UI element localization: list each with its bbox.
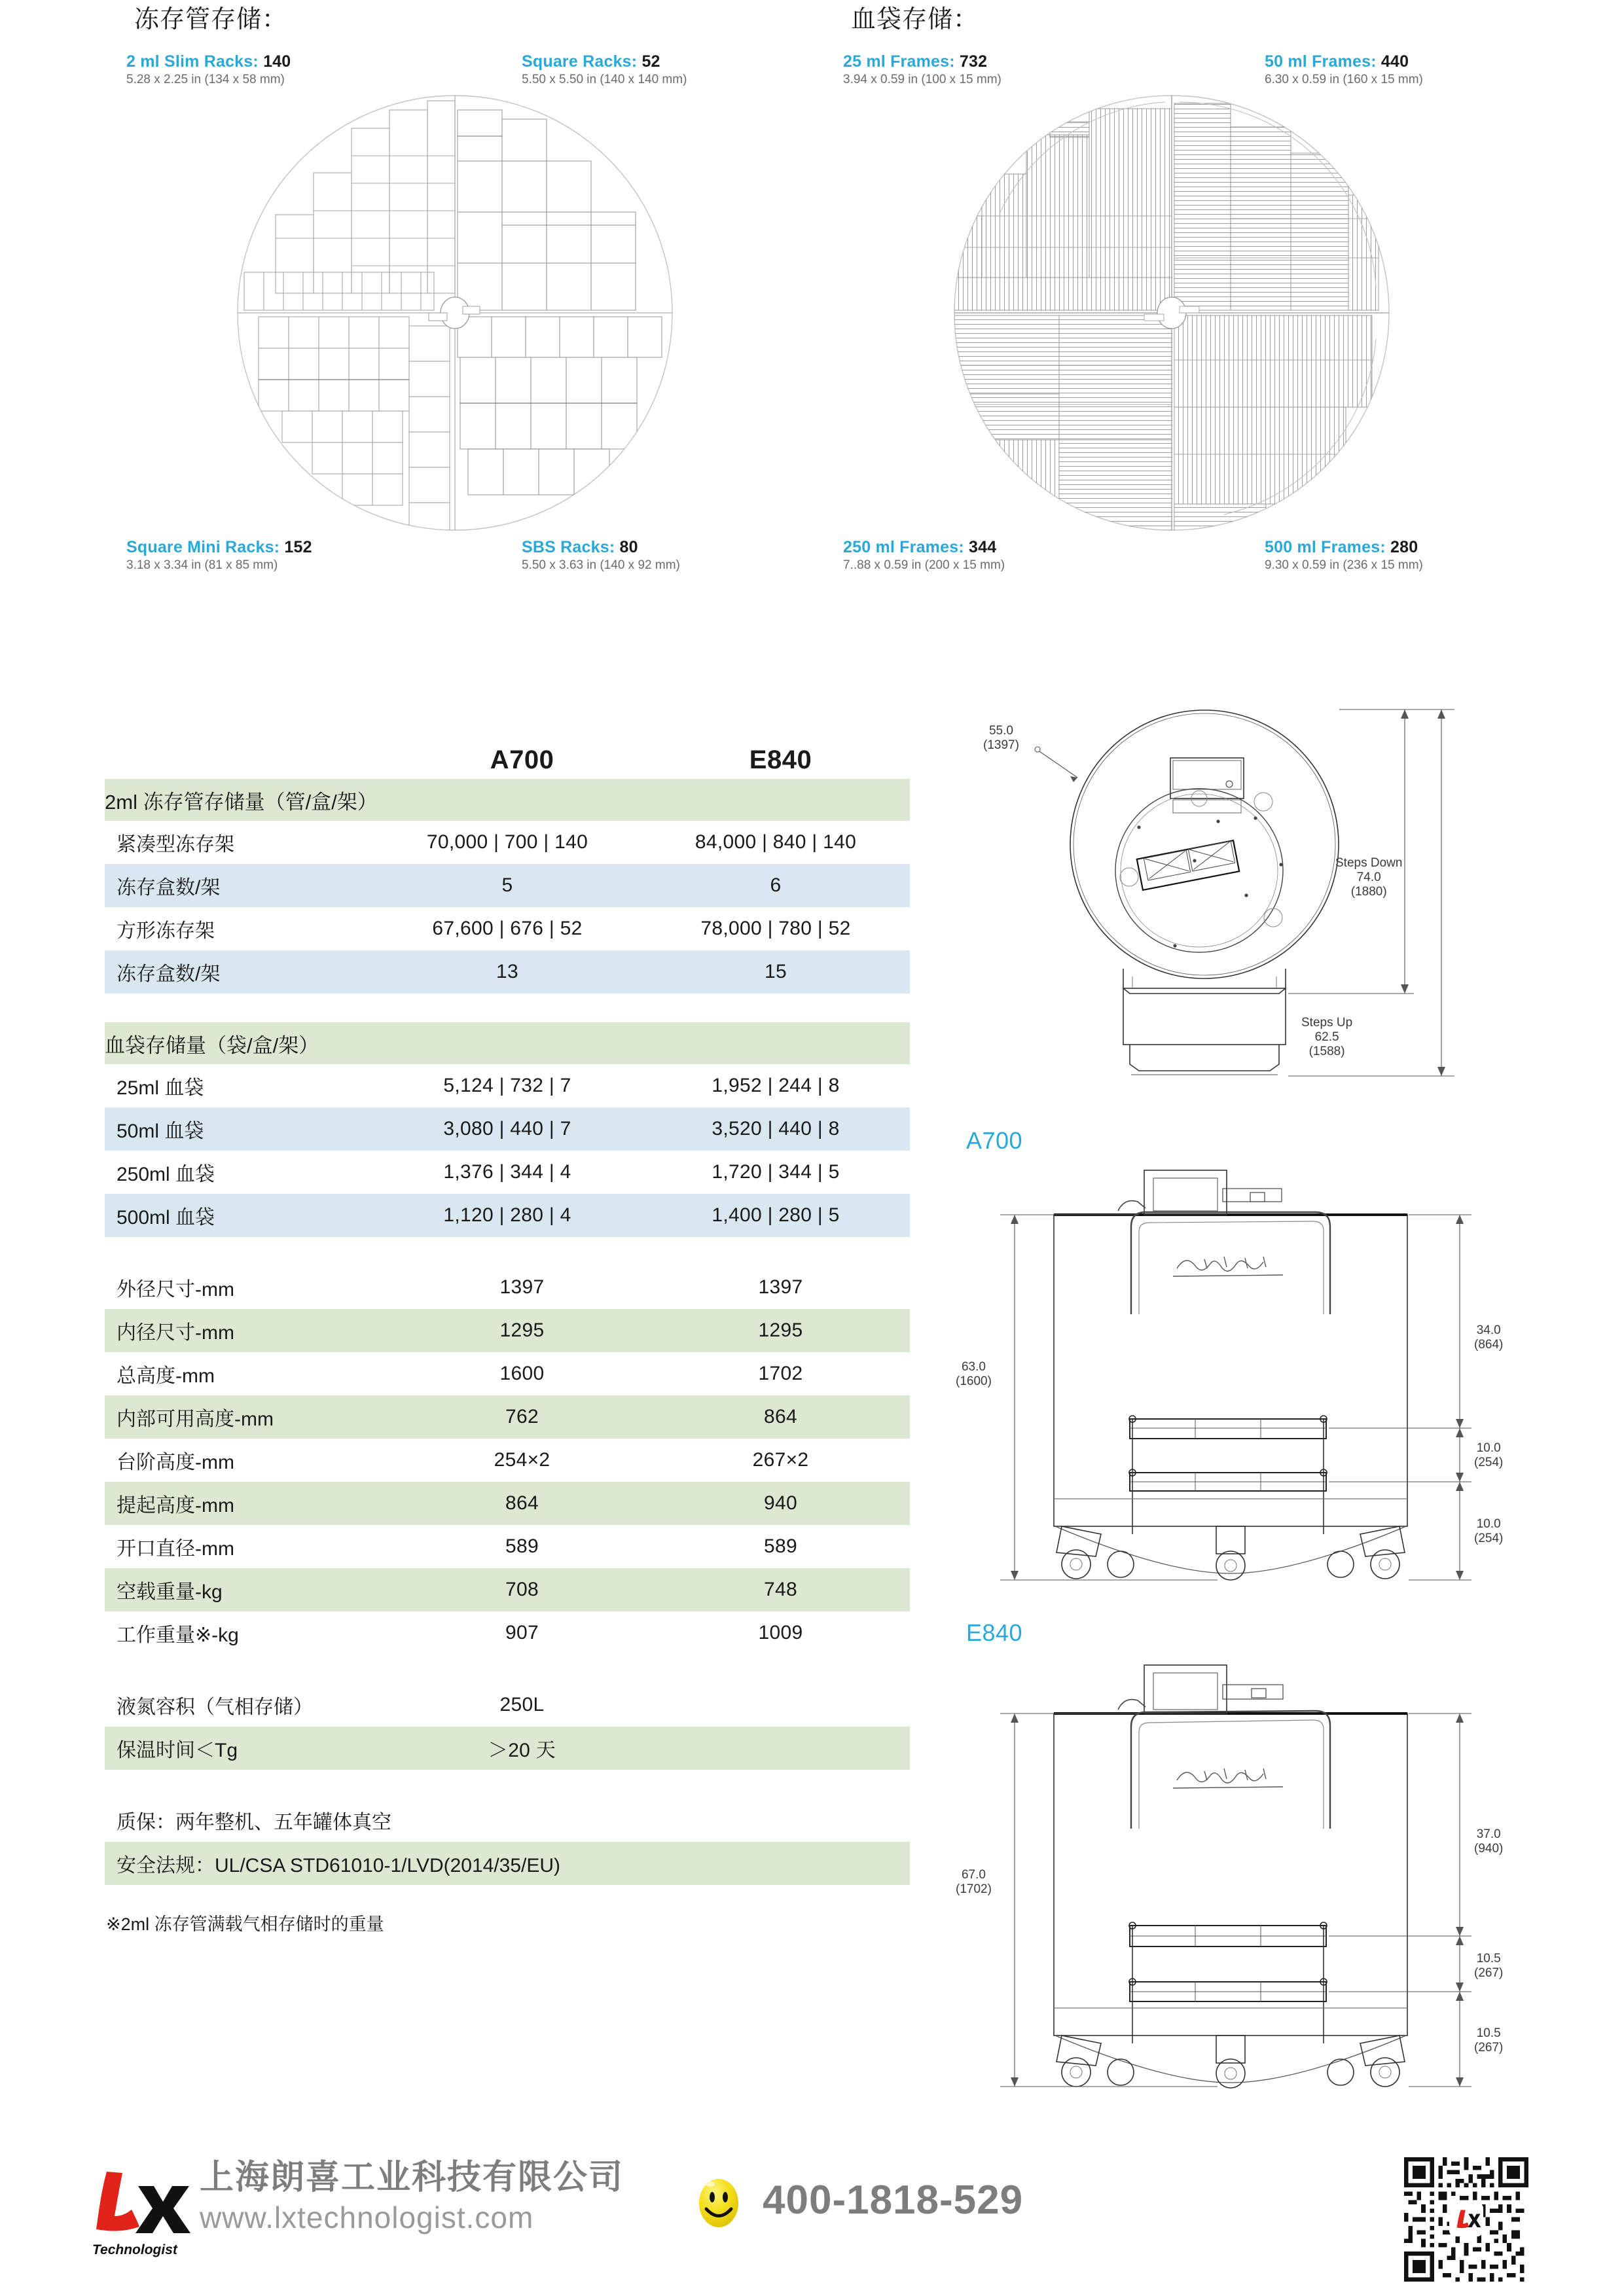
dim-a700-usable-height [1474, 1323, 1503, 1352]
table-row [105, 907, 910, 950]
label-count: 140 [263, 52, 291, 71]
model-header-row [105, 733, 910, 779]
table-spacer [105, 1237, 910, 1266]
dim-caption: Steps Down [1335, 856, 1403, 870]
row-value-a700: 589 [393, 1525, 651, 1568]
row-value-a700: 708 [393, 1568, 651, 1611]
table-spacer [105, 994, 910, 1022]
blood-bag-storage-diagram [838, 0, 1571, 628]
specification-table-section [105, 733, 910, 1935]
row-value-empty [651, 1683, 910, 1727]
technical-drawings-section [943, 681, 1597, 2090]
row-label: 500ml 血袋 [105, 1194, 373, 1237]
dim-value: 55.0 [988, 724, 1013, 738]
top-view-svg [943, 681, 1597, 1086]
label-title: 250 ml Frames: [843, 538, 964, 556]
dim-value-mm: (864) [1474, 1337, 1504, 1352]
dim-a700-step-upper [1474, 1441, 1503, 1470]
label-count: 152 [284, 538, 312, 556]
label-dims: 3.18 x 3.34 in (81 x 85 mm) [126, 558, 278, 572]
logo-x-stroke [135, 2186, 190, 2233]
e840-elevation-drawing [943, 1619, 1597, 2090]
table-row [105, 864, 910, 907]
row-value-a700: 907 [393, 1611, 651, 1655]
row-value: 250L [393, 1683, 651, 1727]
vial-storage-diagram [121, 0, 854, 628]
label-title: SBS Racks: [522, 538, 615, 556]
label-title: 25 ml Frames: [843, 52, 955, 71]
lx-logo [82, 2164, 209, 2262]
row-value-a700: 3,080 | 440 | 7 [373, 1107, 641, 1151]
table-group-header-blood-bag [105, 1022, 910, 1064]
row-label: 台阶高度-mm [105, 1439, 393, 1482]
row-value-a700: 1,376 | 344 | 4 [373, 1151, 641, 1194]
label-count: 732 [959, 52, 988, 71]
row-value-a700: 1295 [393, 1309, 651, 1352]
dim-a700-step-lower [1474, 1517, 1503, 1546]
row-value-e840: 748 [651, 1568, 910, 1611]
dim-value-mm: (1588) [1308, 1044, 1345, 1058]
table-row [105, 1309, 910, 1352]
row-label: 提起高度-mm [105, 1482, 393, 1525]
label-dims: 5.50 x 3.63 in (140 x 92 mm) [522, 558, 680, 572]
dim-a700-overall-height [956, 1360, 992, 1389]
safety-regulation-text: 安全法规：UL/CSA STD61010-1/LVD(2014/35/EU) [105, 1842, 910, 1885]
dim-value: 10.0 [1476, 1517, 1501, 1531]
row-value-e840: 84,000 | 840 | 140 [641, 821, 910, 864]
table-row [105, 1482, 910, 1525]
model-header-e840: E840 [749, 745, 812, 774]
row-value-a700: 67,600 | 676 | 52 [373, 907, 641, 950]
row-value-a700: 762 [393, 1395, 651, 1439]
row-label: 冻存盒数/架 [105, 864, 373, 907]
dim-value-mm: (1702) [956, 1882, 992, 1896]
row-value-e840: 6 [641, 864, 910, 907]
label-500ml-frames [1265, 538, 1423, 572]
company-name-cn: 上海朗喜工业科技有限公司 [200, 2159, 624, 2197]
warranty-text: 质保：两年整机、五年罐体真空 [105, 1799, 910, 1842]
row-value-e840: 3,520 | 440 | 8 [641, 1107, 910, 1151]
row-value-a700: 13 [373, 950, 641, 994]
ln2-capacity-table [105, 1683, 910, 1770]
row-value-e840: 15 [641, 950, 910, 994]
vial-storage-table [105, 779, 910, 994]
row-value-e840: 940 [651, 1482, 910, 1525]
label-title: Square Racks: [522, 52, 638, 71]
label-dims: 6.30 x 0.59 in (160 x 15 mm) [1265, 73, 1423, 86]
row-value-empty [651, 1727, 910, 1770]
row-label: 工作重量※-kg [105, 1611, 393, 1655]
group-title: 血袋存储量（袋/盒/架） [105, 1022, 910, 1064]
row-value-e840: 1397 [651, 1266, 910, 1309]
table-row [105, 821, 910, 864]
label-title: 2 ml Slim Racks: [126, 52, 259, 71]
label-dims: 5.50 x 5.50 in (140 x 140 mm) [522, 73, 687, 86]
row-label: 内部可用高度-mm [105, 1395, 393, 1439]
row-value-a700: 5 [373, 864, 641, 907]
top-view-drawing [943, 681, 1597, 1086]
blood-bag-diagram-canvas [838, 39, 1571, 628]
dimensions-table [105, 1266, 910, 1655]
dim-steps-up [1301, 1016, 1352, 1059]
row-value-e840: 1009 [651, 1611, 910, 1655]
row-label: 外径尺寸-mm [105, 1266, 393, 1309]
dim-outer-diameter [983, 724, 1019, 753]
label-square-racks [522, 52, 687, 86]
row-value-e840: 1,400 | 280 | 5 [641, 1194, 910, 1237]
dim-value: 10.5 [1476, 2026, 1501, 2040]
dim-value: 67.0 [961, 1868, 986, 1882]
table-row [105, 950, 910, 994]
dim-e840-usable-height [1474, 1827, 1503, 1856]
label-25ml-frames [843, 52, 1001, 86]
dim-value-mm: (1600) [956, 1374, 992, 1388]
a700-elevation-drawing [943, 1127, 1597, 1585]
dim-value: 62.5 [1314, 1030, 1339, 1044]
dim-value: 34.0 [1476, 1323, 1501, 1337]
dim-value: 10.5 [1476, 1952, 1501, 1965]
dim-e840-step-lower [1474, 2026, 1503, 2055]
storage-diagrams-section [0, 0, 1624, 687]
row-label: 250ml 血袋 [105, 1151, 373, 1194]
table-spacer [105, 1770, 910, 1799]
label-2ml-slim-racks [126, 52, 291, 86]
table-row [105, 1683, 910, 1727]
dim-value: 37.0 [1476, 1827, 1501, 1841]
table-row [105, 1568, 910, 1611]
model-header-a700: A700 [490, 745, 554, 774]
table-row [105, 1439, 910, 1482]
dim-value-mm: (254) [1474, 1531, 1504, 1545]
vial-storage-heading: 冻存管存储： [134, 6, 288, 33]
compliance-table [105, 1799, 910, 1885]
row-value: ＞20 天 [393, 1727, 651, 1770]
row-label: 25ml 血袋 [105, 1064, 373, 1107]
label-title: Square Mini Racks: [126, 538, 280, 556]
row-value-a700: 70,000 | 700 | 140 [373, 821, 641, 864]
row-value-e840: 1295 [651, 1309, 910, 1352]
row-value-a700: 1600 [393, 1352, 651, 1395]
row-value-e840: 1702 [651, 1352, 910, 1395]
label-count: 344 [969, 538, 997, 556]
e840-elevation-svg [943, 1651, 1597, 2089]
row-value-e840: 267×2 [651, 1439, 910, 1482]
blood-bag-storage-table [105, 1022, 910, 1237]
table-row [105, 1266, 910, 1309]
table-row [105, 1395, 910, 1439]
dim-value: 74.0 [1356, 870, 1381, 884]
label-square-mini-racks [126, 538, 312, 572]
dim-value-mm: (267) [1474, 2040, 1504, 2054]
dim-value-mm: (267) [1474, 1965, 1504, 1980]
dim-caption: Steps Up [1301, 1016, 1353, 1030]
row-value-e840: 1,720 | 344 | 5 [641, 1151, 910, 1194]
label-dims: 5.28 x 2.25 in (134 x 58 mm) [126, 73, 285, 86]
label-dims: 9.30 x 0.59 in (236 x 15 mm) [1265, 558, 1423, 572]
table-row [105, 1842, 910, 1885]
e840-model-tag: E840 [966, 1619, 1023, 1646]
row-label: 内径尺寸-mm [105, 1309, 393, 1352]
dim-value: 63.0 [961, 1360, 986, 1374]
label-50ml-frames [1265, 52, 1423, 86]
dim-value-mm: (254) [1474, 1455, 1504, 1469]
row-label: 总高度-mm [105, 1352, 393, 1395]
row-value-a700: 5,124 | 732 | 7 [373, 1064, 641, 1107]
dim-value-mm: (1397) [983, 738, 1019, 752]
dim-value-mm: (940) [1474, 1841, 1504, 1856]
label-count: 280 [1390, 538, 1418, 556]
row-label: 保温时间＜Tg [105, 1727, 393, 1770]
logo-l-stroke [96, 2172, 139, 2231]
row-label: 空载重量-kg [105, 1568, 393, 1611]
label-250ml-frames [843, 538, 1005, 572]
dim-e840-overall-height [956, 1868, 992, 1897]
table-row [105, 1727, 910, 1770]
company-identity [200, 2160, 624, 2235]
table-spacer [105, 1655, 910, 1683]
table-group-header-vial [105, 779, 910, 821]
dim-value-mm: (1880) [1350, 884, 1387, 899]
qr-code[interactable] [1404, 2157, 1528, 2282]
row-value-a700: 254×2 [393, 1439, 651, 1482]
label-count: 80 [619, 538, 638, 556]
table-row [105, 1611, 910, 1655]
row-value-e840: 1,952 | 244 | 8 [641, 1064, 910, 1107]
row-value-a700: 864 [393, 1482, 651, 1525]
label-title: 50 ml Frames: [1265, 52, 1377, 71]
vial-rack-layout-illustration [232, 90, 677, 535]
table-row [105, 1064, 910, 1107]
company-website[interactable]: www.lxtechnologist.com [200, 2200, 534, 2234]
a700-model-tag: A700 [966, 1127, 1023, 1154]
table-row [105, 1799, 910, 1842]
dim-value: 10.0 [1476, 1441, 1501, 1455]
table-row [105, 1194, 910, 1237]
blood-bag-frame-layout-illustration [949, 90, 1394, 535]
page-footer [0, 2145, 1624, 2296]
smiley-face-icon [697, 2177, 740, 2229]
dim-e840-step-upper [1474, 1952, 1503, 1981]
label-title: 500 ml Frames: [1265, 538, 1386, 556]
vial-diagram-canvas [121, 39, 854, 628]
row-label: 液氮容积（气相存储） [105, 1683, 393, 1727]
table-row [105, 1151, 910, 1194]
footnote-text: ※2ml 冻存管满载气相存储时的重量 [106, 1914, 384, 1934]
row-value-a700: 1,120 | 280 | 4 [373, 1194, 641, 1237]
table-row [105, 1352, 910, 1395]
label-sbs-racks [522, 538, 680, 572]
group-title: 2ml 冻存管存储量（管/盒/架） [105, 779, 910, 821]
logo-subtext: Technologist [92, 2242, 177, 2257]
label-count: 52 [641, 52, 660, 71]
label-dims: 7..88 x 0.59 in (200 x 15 mm) [843, 558, 1005, 572]
row-value-e840: 864 [651, 1395, 910, 1439]
row-value-e840: 78,000 | 780 | 52 [641, 907, 910, 950]
hotline-phone-number[interactable]: 400-1818-529 [763, 2178, 1024, 2223]
row-label: 紧凑型冻存架 [105, 821, 373, 864]
row-label: 50ml 血袋 [105, 1107, 373, 1151]
row-label: 冻存盒数/架 [105, 950, 373, 994]
label-dims: 3.94 x 0.59 in (100 x 15 mm) [843, 73, 1001, 86]
row-label: 开口直径-mm [105, 1525, 393, 1568]
dim-steps-down [1335, 856, 1402, 899]
row-value-a700: 1397 [393, 1266, 651, 1309]
label-count: 440 [1380, 52, 1409, 71]
row-label: 方形冻存架 [105, 907, 373, 950]
table-row [105, 1107, 910, 1151]
blood-bag-storage-heading: 血袋存储： [851, 6, 979, 33]
row-value-e840: 589 [651, 1525, 910, 1568]
table-row [105, 1525, 910, 1568]
